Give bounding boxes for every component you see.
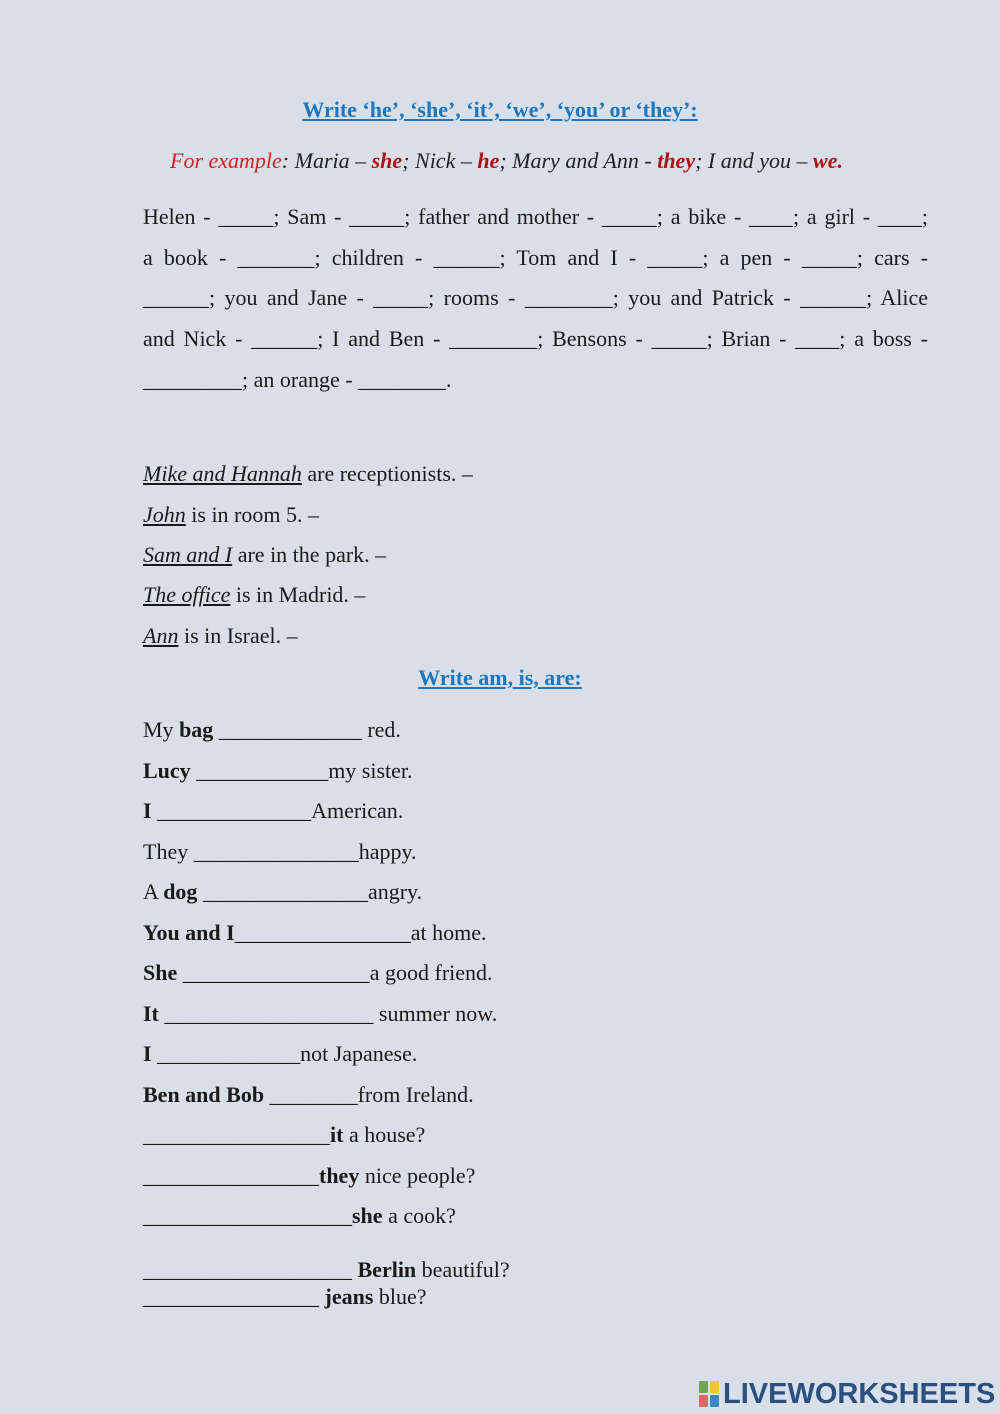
item-bold: You and I [143,920,235,945]
subject: The office [143,582,231,607]
pronoun-exercise-line: a book - _______; children - ______; Tom and I - _____; a pen - _____; cars - [143,245,928,270]
item-post: nice people? [359,1163,476,1188]
subject: Ann [143,623,179,648]
item-post: blue? [373,1284,427,1309]
item-post: _______________angry. [197,879,423,904]
section1-title: Write ‘he’, ‘she’, ‘it’, ‘we’, ‘you’ or ‘they’: [302,97,698,122]
item-bold: It [143,1001,159,1026]
verb-exercise-item [143,800,403,822]
verb-exercise-item [143,1205,456,1227]
item-bold: she [352,1203,383,1228]
item-post: a house? [343,1122,426,1147]
example-part-4: ; I and you – [695,148,814,173]
item-pre: ___________________ [143,1203,352,1228]
verb-exercise-item [143,1084,474,1106]
subject: Sam and I [143,542,233,567]
example-part-2: ; Nick – [402,148,478,173]
verb-exercise-item [143,962,493,984]
item-bold: bag [179,717,214,742]
liveworksheets-logo[interactable] [698,1376,995,1412]
logo-text: LIVEWORKSHEETS [723,1377,996,1410]
verb-exercise-item [143,1003,497,1025]
item-pre: ________________ [143,1284,325,1309]
pronoun-exercise-line: and Nick - ______; I and Ben - ________; Bensons - _____; Brian - ____; a boss - [143,326,928,351]
pronoun-exercise-line: ______; you and Jane - _____; rooms - ________; you and Patrick - ______; Alice [143,285,928,310]
item-post: ________________at home. [234,920,487,945]
sentence-rest: is in room 5. – [185,502,319,527]
sentence-rest: are in the park. – [232,542,387,567]
item-pre: ___________________ [143,1257,358,1282]
item-bold: She [143,960,178,985]
item-post: a cook? [382,1203,456,1228]
subject: John [143,502,186,527]
item-bold: dog [163,879,198,904]
verb-exercise-item [143,841,417,863]
verb-exercise-item [143,719,401,741]
example-part-1: : Maria – [281,148,372,173]
item-bold: it [330,1122,344,1147]
item-pre: _________________ [143,1122,330,1147]
item-post: ______________American. [151,798,404,823]
verb-exercise-item [143,1286,427,1308]
item-pre: My [143,717,180,742]
item-pre: They _______________happy. [143,839,417,864]
replace-subject-item [143,544,386,566]
liveworksheets-logo-icon [698,1379,720,1409]
replace-subject-item [143,504,319,526]
item-post: _________________a good friend. [177,960,493,985]
item-bold: Lucy [143,758,191,783]
item-post: _____________not Japanese. [151,1041,418,1066]
replace-subject-item [143,584,365,606]
item-bold: I [143,798,152,823]
item-pre: ________________ [143,1163,319,1188]
item-bold: Ben and Bob [143,1082,265,1107]
example-part-3: ; Mary and Ann - [499,148,658,173]
verb-exercise-item [143,760,413,782]
verb-exercise-item [143,881,422,903]
verb-exercise-item [143,1043,417,1065]
example-answer-4: we. [813,148,843,173]
pronoun-exercise-line: _________; an orange - ________. [143,367,452,392]
item-bold: they [319,1163,360,1188]
item-post: _____________ red. [213,717,401,742]
item-pre: A [143,879,164,904]
verb-exercise-item [143,1124,425,1146]
verb-exercise-item [143,1259,510,1281]
subject: Mike and Hannah [143,461,302,486]
sentence-rest: is in Israel. – [178,623,298,648]
item-post: ___________________ summer now. [158,1001,498,1026]
item-post: ____________my sister. [190,758,413,783]
item-bold: Berlin [357,1257,417,1282]
example-answer-2: he [477,148,500,173]
example-label: For example [170,148,282,173]
replace-subject-item [143,463,473,485]
example-answer-3: they [657,148,696,173]
sentence-rest: are receptionists. – [301,461,473,486]
verb-exercise-item [143,922,486,944]
sentence-rest: is in Madrid. – [230,582,366,607]
example-answer-1: she [371,148,403,173]
item-post: beautiful? [416,1257,510,1282]
verb-exercise-item [143,1165,475,1187]
item-bold: jeans [324,1284,374,1309]
item-post: ________from Ireland. [264,1082,474,1107]
replace-subject-item [143,625,298,647]
pronoun-exercise-line: Helen - _____; Sam - _____; father and mother - _____; a bike - ____; a girl - ____; [143,204,928,229]
item-bold: I [143,1041,152,1066]
example-line [170,148,843,174]
section3-title: Write am, is, are: [418,665,582,690]
